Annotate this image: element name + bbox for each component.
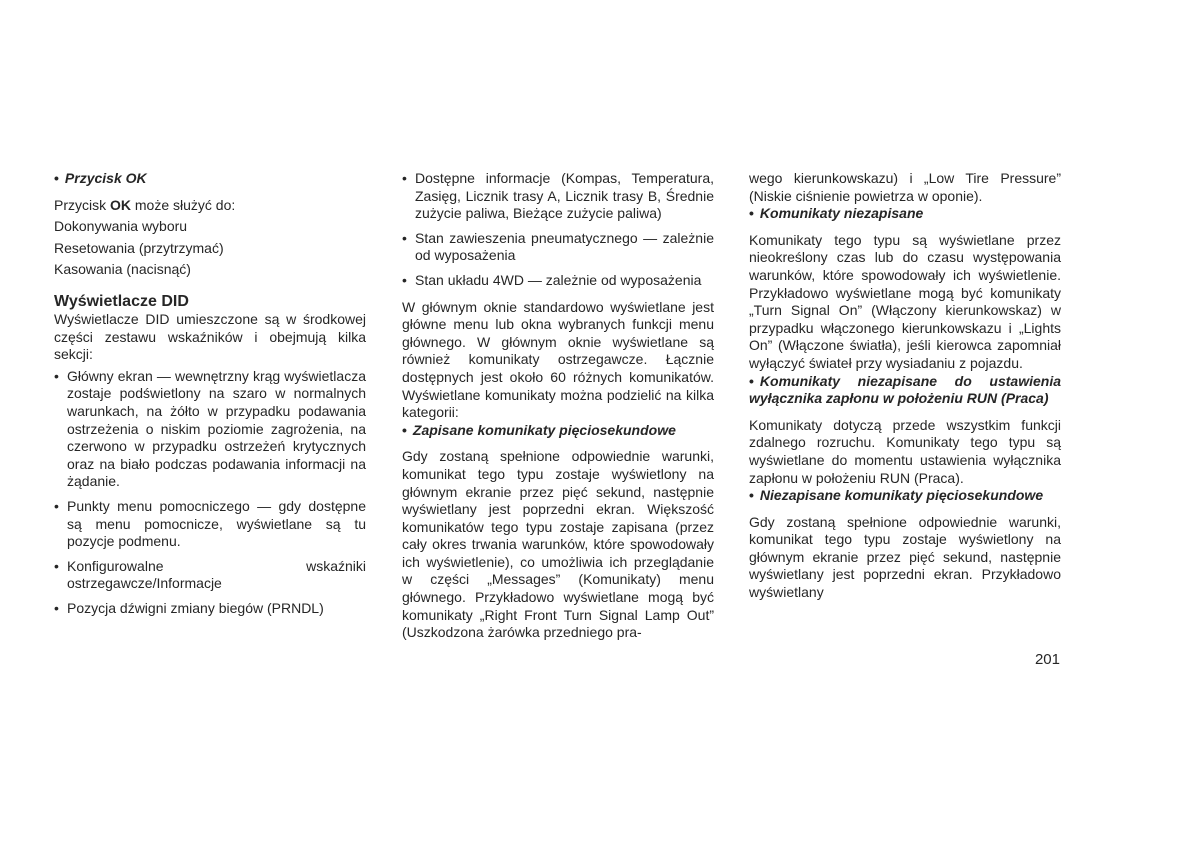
subheading-text: Komunikaty niezapisane do ustawienia wyłącznika zapłonu w położeniu RUN (Praca) <box>749 372 1061 407</box>
list-item <box>54 558 366 593</box>
list-item: • Punkty menu pomocniczego — gdy dostępne są menu pomocnicze, wyświetlane są tu pozycje podmenu. <box>54 498 366 551</box>
did-intro-paragraph: Wyświetlacze DID umieszczone są w środkowej części zestawu wskaźników i obejmują kilka sekcji: <box>54 310 366 363</box>
bullet-icon: • <box>402 421 407 438</box>
bullet-icon: • <box>749 205 754 222</box>
subheading-unsaved-messages <box>749 205 1061 223</box>
column-left <box>54 170 366 617</box>
ok-use-item: Kasowania (nacisnąć) <box>54 261 191 278</box>
list-item: • Pozycja dźwigni zmiany biegów (PRNDL) <box>54 600 366 618</box>
section-heading-did: Wyświetlacze DID <box>54 292 189 310</box>
paragraph: wego kierunkowskazu) i „Low Tire Pressure” (Niskie ciśnienie powietrza w oponie). <box>749 170 1061 204</box>
ok-desc-prefix: Przycisk <box>54 196 110 213</box>
paragraph: W głównym oknie standardowo wyświetlane jest główne menu lub okna wybranych funkcji menu głównego. W głównym oknie wyświetlane są również komunikaty ostrzegawcze. Łącznie dostępnych jest około 60 różnych komunikatów. Wyświetlane komunikaty można podzielić na kilka kategorii: <box>402 298 714 421</box>
subheading-unsaved-five-second <box>749 487 1061 505</box>
paragraph: Komunikaty tego typu są wyświetlane przez nieokreślony czas lub do czasu występowania warunków, które spowodowały ich wyświetlenie. Przykładowo wyświetlane mogą być komunikaty „Turn Signal On” (Włączony kierunkowskaz) w przypadku włączonego kierunkowskazu i „Lights On” (Włączone światła), jeśli kierowca zapomniał wyłączyć świateł przy wysiadaniu z pojazdu. <box>749 231 1061 371</box>
bullet-icon: • <box>54 170 59 186</box>
list-item: • Dostępne informacje (Kompas, Temperatura, Zasięg, Licznik trasy A, Licznik trasy B, Średnie zużycie paliwa, Bieżące zużycie paliwa) <box>402 170 714 223</box>
subheading-text: Zapisane komunikaty pięciosekundowe <box>412 421 676 438</box>
ok-desc-bold: OK <box>110 196 131 213</box>
config-word-2: wskaźniki <box>306 557 366 574</box>
bullet-icon: • <box>749 487 754 504</box>
ok-desc-suffix: może służyć do: <box>131 196 236 213</box>
ok-heading-text: Przycisk OK <box>64 170 147 186</box>
config-word-1: • Konfigurowalne <box>67 557 164 574</box>
config-line-2: ostrzegawcze/Informacje <box>67 575 222 592</box>
config-line-1 <box>67 558 366 576</box>
column-right <box>749 170 1061 602</box>
ok-use-item: Dokonywania wyboru <box>54 218 188 235</box>
bullet-icon: • <box>749 372 754 389</box>
subheading-saved-messages <box>402 422 714 440</box>
ok-button-heading <box>54 170 366 188</box>
did-section-list <box>54 368 366 618</box>
column-middle <box>402 170 714 642</box>
subheading-text: Komunikaty niezapisane <box>759 205 924 222</box>
list-item: • Główny ekran — wewnętrzny krąg wyświetlacza zostaje podświetlony na szaro w normalnych warunkach, na żółto w przypadku podawania ostrzeżenia o niskim poziomie zagrożenia, na czerwono w przypadku ostrzeżeń krytycznych oraz na biało podczas podawania informacji na żądanie. <box>54 368 366 491</box>
paragraph: Gdy zostaną spełnione odpowiednie warunki, komunikat tego typu zostaje wyświetlony na głównym ekranie przez pięć sekund, następnie wyświetlany jest poprzedni ekran. Większość komunikatów tego typu zostaje zapisana (przez cały okres trwania warunków, które spowodowały ich wyświetlenie), co umożliwia ich przeglądanie w części „Messages” (Komunikaty) menu głównego. Przykładowo wyświetlane mogą być komunikaty „Right Front Turn Signal Lamp Out” (Uszkodzona żarówka przedniego pra- <box>402 448 714 641</box>
subheading-text: Niezapisane komunikaty pięciosekundowe <box>759 487 1044 504</box>
ok-button-description <box>54 197 366 215</box>
page-number: 201 <box>1034 651 1060 668</box>
subheading-run-messages <box>749 373 1061 408</box>
list-item: • Stan układu 4WD — zależnie od wyposażenia <box>402 272 714 290</box>
list-item: • Stan zawieszenia pneumatycznego — zależnie od wyposażenia <box>402 230 714 265</box>
paragraph: Komunikaty dotyczą przede wszystkim funkcji zdalnego rozruchu. Komunikaty tego typu są wyświetlane do momentu ustawienia wyłącznika zapłonu w położeniu RUN (Praca). <box>749 416 1061 486</box>
info-list <box>402 170 714 290</box>
paragraph: Gdy zostaną spełnione odpowiednie warunki, komunikat tego typu zostaje wyświetlony na głównym ekranie przez pięć sekund, następnie wyświetlany jest poprzedni ekran. Przykładowo wyświetlany <box>749 513 1061 601</box>
ok-use-item: Resetowania (przytrzymać) <box>54 239 224 256</box>
